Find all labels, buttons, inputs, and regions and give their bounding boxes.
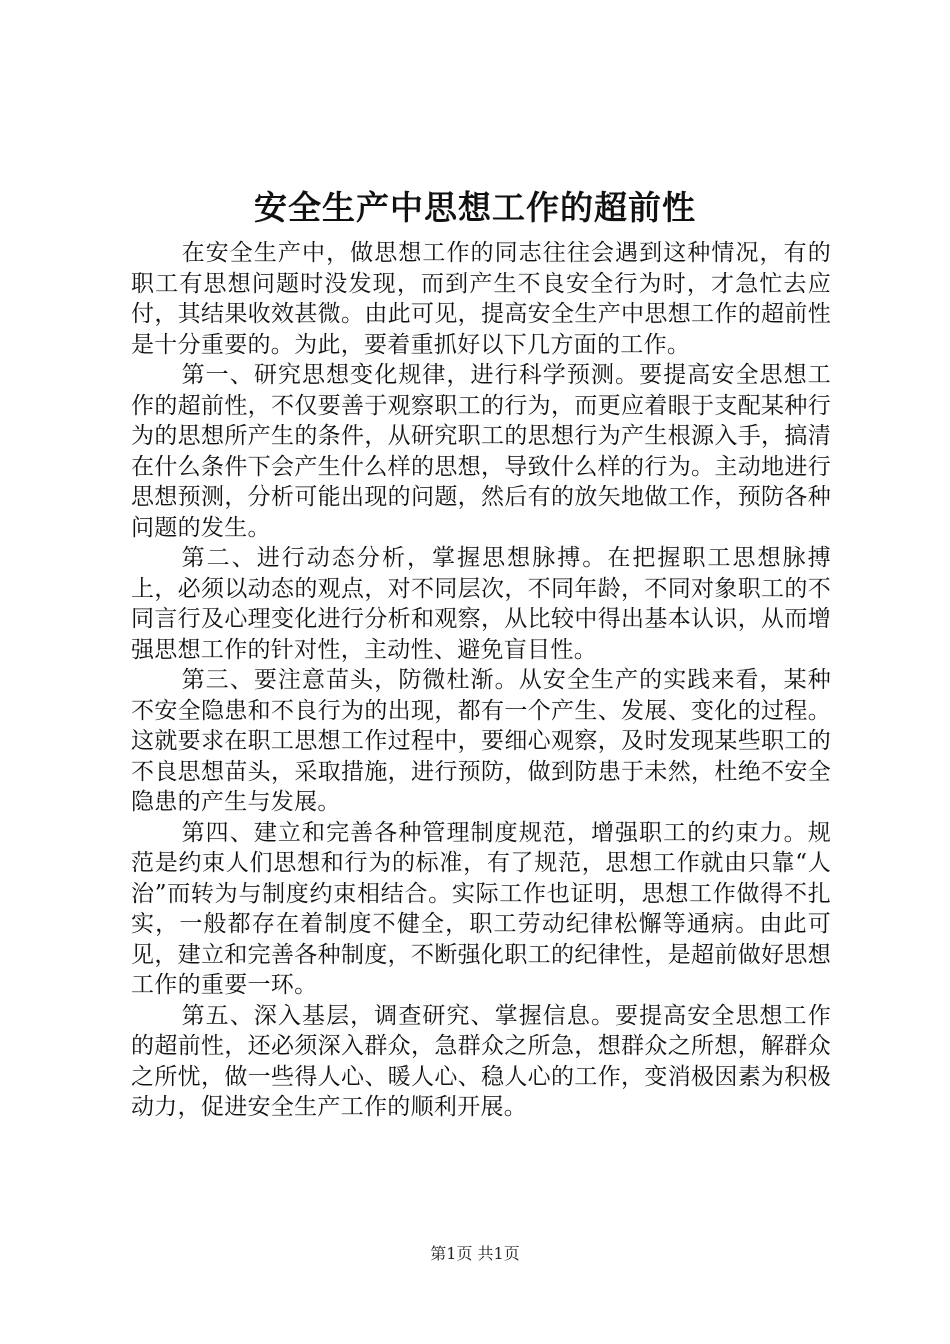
paragraph-point-5: 第五、深入基层，调查研究、掌握信息。要提高安全思想工作的超前性，还必须深入群众，急群众之所急，想群众之所想，解群众之所忧，做一些得人心、暖人心、稳人心的工作，变消极因素为积极动力，促进安全生产工作的顺利开展。 bbox=[131, 1002, 831, 1120]
page-footer: 第1页 共1页 bbox=[430, 1244, 520, 1263]
document-title: 安全生产中思想工作的超前性 bbox=[254, 188, 696, 227]
paragraph-point-1: 第一、研究思想变化规律，进行科学预测。要提高安全思想工作的超前性，不仅要善于观察职工的行为，而更应着眼于支配某种行为的思想所产生的条件，从研究职工的思想行为产生根源入手，搞清在什么条件下会产生什么样的思想，导致什么样的行为。主动地进行思想预测，分析可能出现的问题，然后有的放矢地做工作，预防各种问题的发生。 bbox=[131, 362, 831, 541]
paragraph-intro: 在安全生产中，做思想工作的同志往往会遇到这种情况，有的职工有思想问题时没发现，而到产生不良安全行为时，才急忙去应付，其结果收效甚微。由此可见，提高安全生产中思想工作的超前性是十分重要的。为此，要着重抓好以下几方面的工作。 bbox=[131, 240, 831, 358]
paragraph-point-2: 第二、进行动态分析，掌握思想脉搏。在把握职工思想脉搏上，必须以动态的观点，对不同层次，不同年龄，不同对象职工的不同言行及心理变化进行分析和观察，从比较中得出基本认识，从而增强思想工作的针对性，主动性、避免盲目性。 bbox=[131, 545, 831, 663]
document-body bbox=[131, 238, 831, 1123]
paragraph-point-4: 第四、建立和完善各种管理制度规范，增强职工的约束力。规范是约束人们思想和行为的标准，有了规范，思想工作就由只靠“人治”而转为与制度约束相结合。实际工作也证明，思想工作做得不扎实，一般都存在着制度不健全，职工劳动纪律松懈等通病。由此可见，建立和完善各种制度，不断强化职工的纪律性，是超前做好思想工作的重要一环。 bbox=[131, 819, 831, 998]
paragraph-point-3: 第三、要注意苗头，防微杜渐。从安全生产的实践来看，某种不安全隐患和不良行为的出现，都有一个产生、发展、变化的过程。这就要求在职工思想工作过程中，要细心观察，及时发现某些职工的不良思想苗头，采取措施，进行预防，做到防患于未然，杜绝不安全隐患的产生与发展。 bbox=[131, 667, 831, 815]
